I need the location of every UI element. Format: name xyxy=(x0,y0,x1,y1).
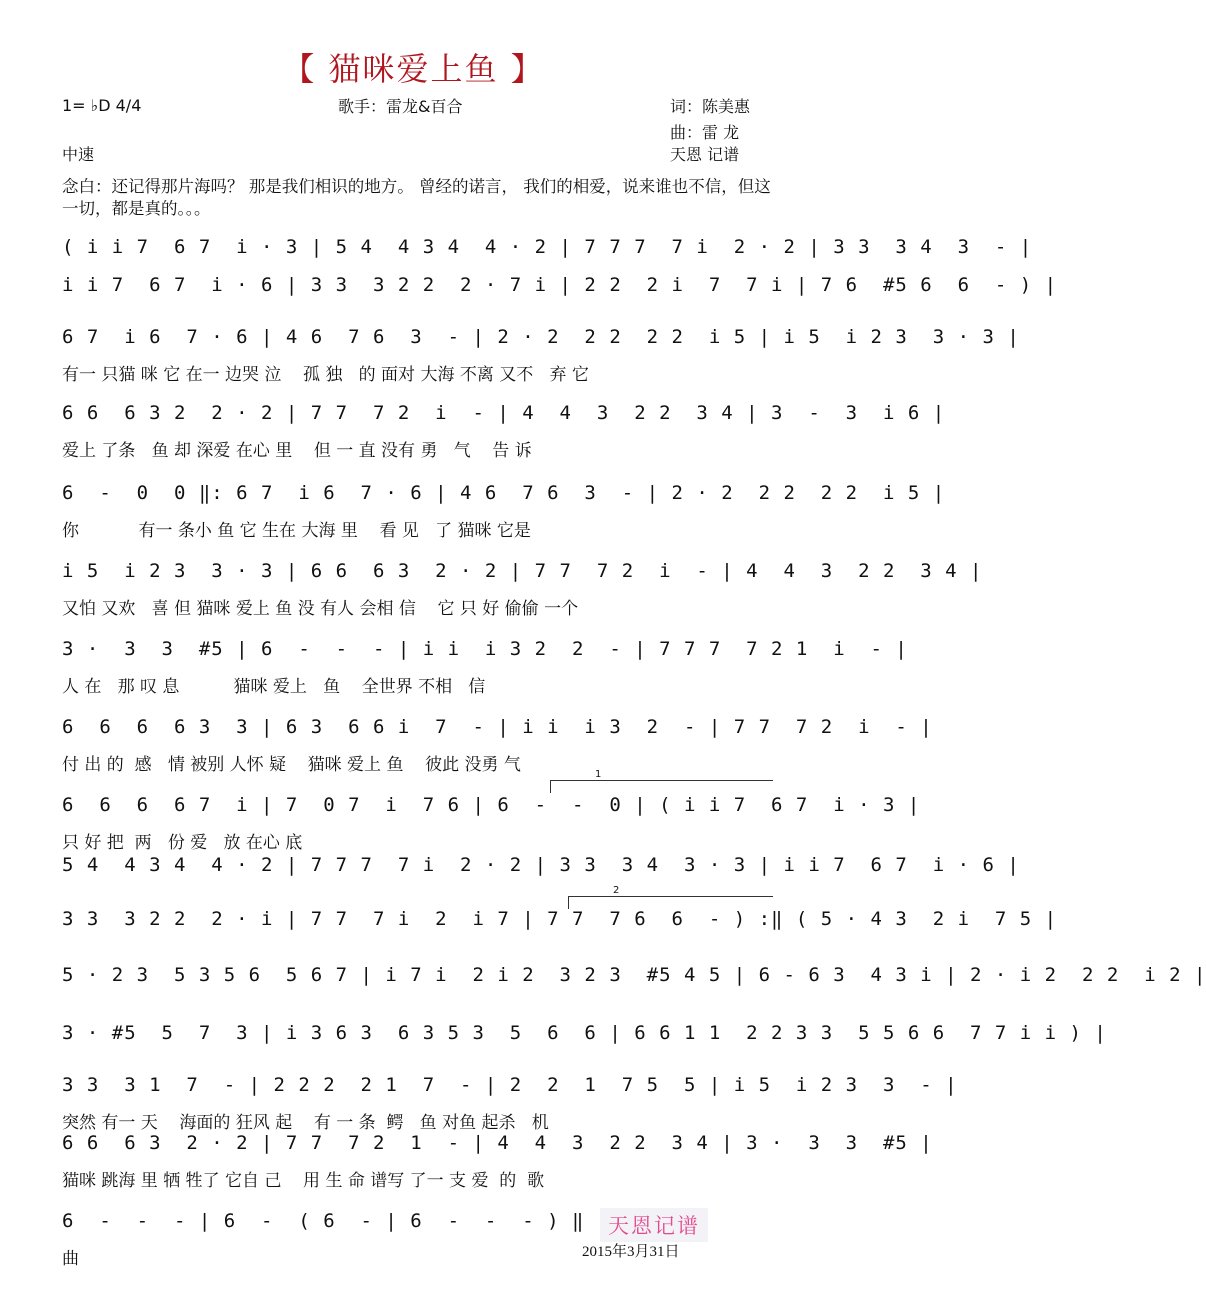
notation-line: 3 3 3 1 7 - | 2 2 2 2 1 7 - | 2 2 1 7 5 5 | i 5 i 2 3 3 - | xyxy=(62,1074,958,1096)
notation-line: 5 · 2 3 5 3 5 6 5 6 7 | i 7 i 2 i 2 3 2 3 #5 4 5 | 6 - 6 3 4 3 i | 2 · i 2 2 2 i 2 | xyxy=(62,964,1206,986)
singer-credit: 歌手：雷龙&百合 xyxy=(338,97,463,116)
composer-credit: 曲：雷 龙 xyxy=(670,123,740,142)
notation-line: 6 - 0 0 ‖: 6 7 i 6 7 · 6 | 4 6 7 6 3 - | 2 · 2 2 2 2 2 i 5 | xyxy=(62,482,946,504)
notation-line: 3 · #5 5 7 3 | i 3 6 3 6 3 5 3 5 6 6 | 6 6 1 1 2 2 3 3 5 5 6 6 7 7 i i ) | xyxy=(62,1022,1107,1044)
transcriber-credit: 天恩 记谱 xyxy=(670,145,740,164)
volta-label-2: 2 xyxy=(613,885,620,896)
notation-line: 3 · 3 3 #5 | 6 - - - | i i i 3 2 2 - | 7 7 7 7 2 1 i - | xyxy=(62,638,908,660)
notation-line: 3 3 3 2 2 2 · i | 7 7 7 i 2 i 7 | 7 7 7 6 6 - ) :‖ ( 5 · 4 3 2 i 7 5 | xyxy=(62,908,1058,930)
notation-line: i i 7 6 7 i · 6 | 3 3 3 2 2 2 · 7 i | 2 2 2 i 7 7 i | 7 6 #5 6 6 - ) | xyxy=(62,274,1058,296)
lyrics-line: 爱上 了条 鱼 却 深爱 在心 里 但 一 直 没有 勇 气 告 诉 xyxy=(62,441,532,461)
transcriber-stamp: 天恩记谱 xyxy=(600,1208,708,1242)
volta-bracket-1 xyxy=(550,769,773,793)
lyrics-line: 又怕 又欢 喜 但 猫咪 爱上 鱼 没 有人 会相 信 它 只 好 偷偷 一个 xyxy=(62,599,579,619)
score-row xyxy=(62,1128,933,1204)
transcription-date: 2015年3月31日 xyxy=(582,1244,680,1260)
score-row xyxy=(62,398,946,474)
volta-label-1: 1 xyxy=(595,769,602,780)
lyrics-line: 曲 xyxy=(62,1249,79,1269)
tempo-marking: 中速 xyxy=(62,145,95,164)
notation-line: 6 6 6 6 7 i | 7 0 7 i 7 6 | 6 - - 0 | ( i i 7 6 7 i · 3 | xyxy=(62,794,921,816)
lyrics-line: 突然 有一 天 海面的 狂风 起 有 一 条 鳄 鱼 对鱼 起杀 机 xyxy=(62,1113,549,1133)
notation-line: 6 6 6 3 2 2 · 2 | 7 7 7 2 i - | 4 4 3 2 2 3 4 | 3 - 3 i 6 | xyxy=(62,402,946,424)
song-title: 【 猫咪爱上鱼 】 xyxy=(282,50,545,88)
notation-line: ( i i 7 6 7 i · 3 | 5 4 4 3 4 4 · 2 | 7 7 7 7 i 2 · 2 | 3 3 3 4 3 - | xyxy=(62,236,1033,258)
lyrics-line: 你 有一 条小 鱼 它 生在 大海 里 看 见 了 猫咪 它是 xyxy=(62,521,531,541)
notation-line: 5 4 4 3 4 4 · 2 | 7 7 7 7 i 2 · 2 | 3 3 3 4 3 · 3 | i i 7 6 7 i · 6 | xyxy=(62,854,1020,876)
notation-line: i 5 i 2 3 3 · 3 | 6 6 6 3 2 · 2 | 7 7 7 2 i - | 4 4 3 2 2 3 4 | xyxy=(62,560,983,582)
lyrics-line: 人 在 那 叹 息 猫咪 爱上 鱼 全世界 不相 信 xyxy=(62,677,486,697)
volta-bracket-2 xyxy=(568,885,773,909)
score-row xyxy=(62,556,983,632)
lyrics-line: 付 出 的 感 情 被别 人怀 疑 猫咪 爱上 鱼 彼此 没勇 气 xyxy=(62,755,521,775)
score-row xyxy=(62,322,1020,398)
notation-line: 6 6 6 3 2 · 2 | 7 7 7 2 1 - | 4 4 3 2 2 3 4 | 3 · 3 3 #5 | xyxy=(62,1132,933,1154)
score-row xyxy=(62,634,908,710)
lyricist-credit: 词：陈美惠 xyxy=(670,97,751,116)
key-signature: 1= ♭D 4/4 xyxy=(62,96,142,115)
score-row xyxy=(62,712,933,788)
notation-line: 6 6 6 6 3 3 | 6 3 6 6 i 7 - | i i i 3 2 - | 7 7 7 2 i - | xyxy=(62,716,933,738)
notation-line: 6 7 i 6 7 · 6 | 4 6 7 6 3 - | 2 · 2 2 2 2 2 i 5 | i 5 i 2 3 3 · 3 | xyxy=(62,326,1020,348)
score-row xyxy=(62,478,946,554)
notation-line: 6 - - - | 6 - ( 6 - | 6 - - - ) ‖ xyxy=(62,1210,585,1232)
lyrics-line: 有一 只猫 咪 它 在一 边哭 泣 孤 独 的 面对 大海 不离 又不 弃 它 xyxy=(62,365,589,385)
lyrics-line: 只 好 把 两 份 爱 放 在心 底 xyxy=(62,833,303,853)
lyrics-line: 猫咪 跳海 里 牺 牲了 它自 己 用 生 命 谱写 了一 支 爱 的 歌 xyxy=(62,1171,545,1191)
narration-text: 念白：还记得那片海吗？ 那是我们相识的地方。 曾经的诺言， 我们的相爱，说来谁也不信，但这一切，都是真的。。。 xyxy=(62,177,771,218)
